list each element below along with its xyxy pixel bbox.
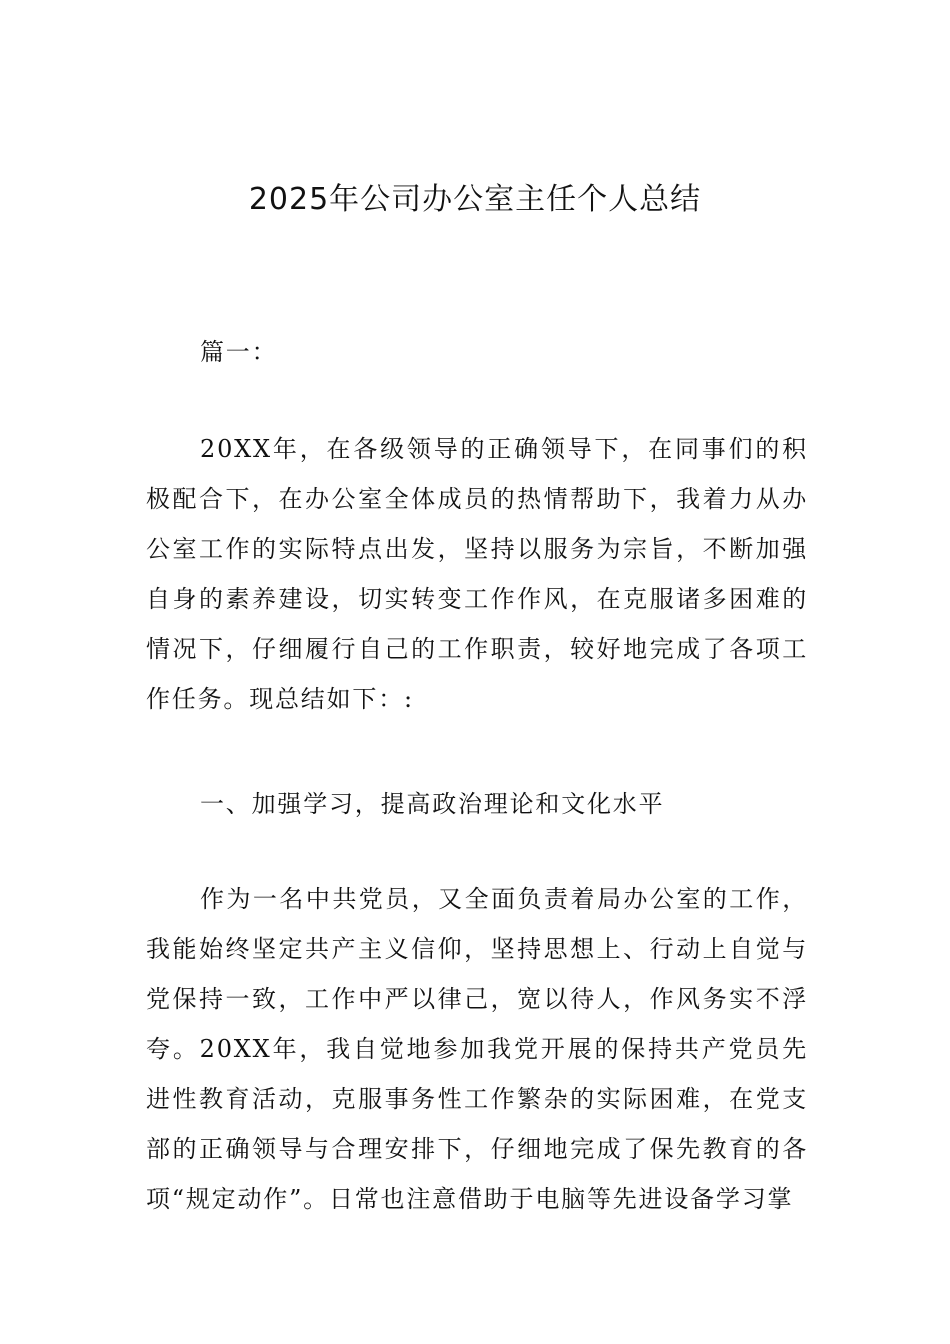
- paragraph-intro: 20XX年，在各级领导的正确领导下，在同事们的积极配合下，在办公室全体成员的热情帮助下，我着力从办公室工作的实际特点出发，坚持以服务为宗旨，不断加强自身的素养建设，切实转变工作作风，在克服诸多困难的情况下，仔细履行自己的工作职责，较好地完成了各项工作任务。现总结如下：:: [146, 435, 808, 713]
- document-title: 2025年公司办公室主任个人总结: [248, 182, 702, 217]
- paragraph-study: 作为一名中共党员，又全面负责着局办公室的工作，我能始终坚定共产主义信仰，坚持思想上、行动上自觉与党保持一致，工作中严以律己，宽以待人，作风务实不浮夸。20XX年，我自觉地参加我党开展的保持共产党员先进性教育活动，克服事务性工作繁杂的实际困难，在党支部的正确领导与合理安排下，仔细地完成了保先教育的各项“规定动作”。日常也注意借助于电脑等先进设备学习掌: [146, 885, 808, 1213]
- section-heading: 一、加强学习，提高政治理论和文化水平: [200, 790, 665, 818]
- section-label: 篇一：: [200, 338, 278, 366]
